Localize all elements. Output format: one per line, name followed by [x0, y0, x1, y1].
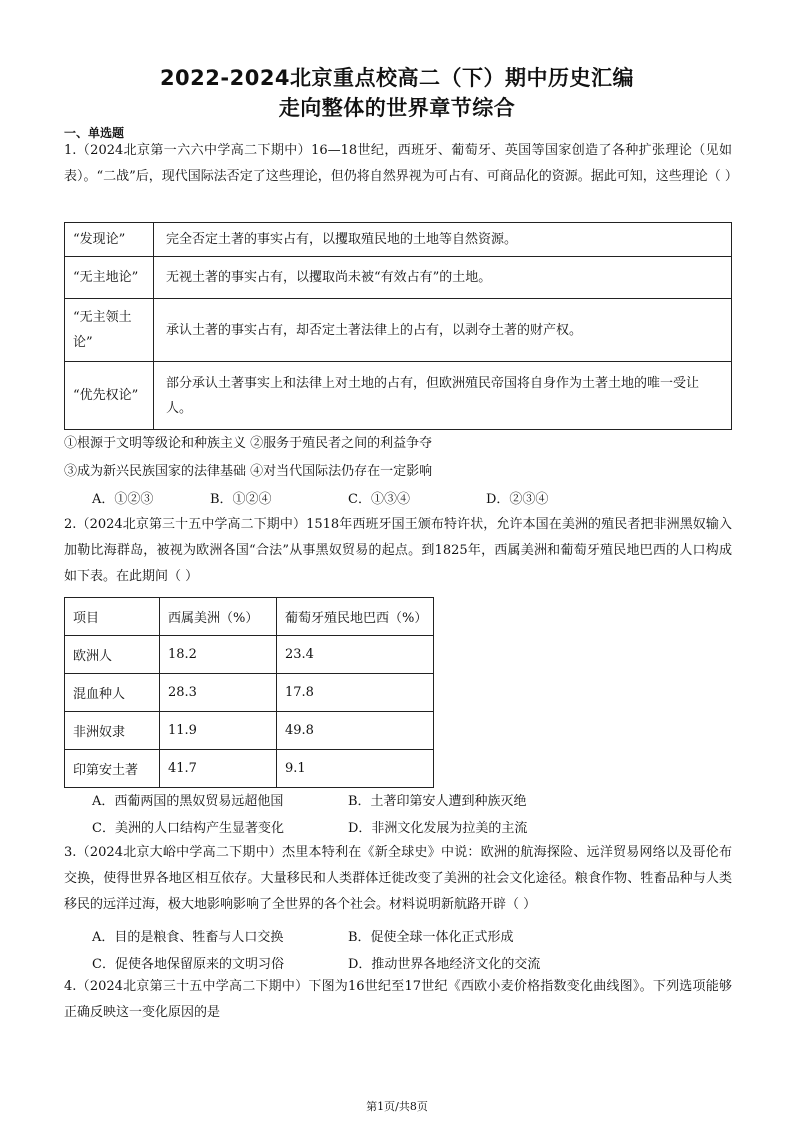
question-4-stem: 4.（2024北京第三十五中学高二下期中）下图为16世纪至17世纪《西欧小麦价格指数变化曲线图》。下列选项能够正确反映这一变化原因的是	[64, 979, 732, 1020]
question-2-stem: 2.（2024北京第三十五中学高二下期中）1518年西班牙国王颁布特许状，允许本国在美洲的殖民者把非洲黑奴输入加勒比海群岛，被视为欧洲各国“合法”从事黑奴贸易的起点。到1825年，西属美洲和葡萄牙殖民地巴西的人口构成如下表。在此期间（ ）	[64, 517, 732, 584]
question-1-statement: ③成为新兴民族国家的法律基础 ④对当代国际法仍存在一定影响	[64, 464, 433, 479]
table-cell: 17.8	[277, 674, 434, 712]
table-cell: 41.7	[160, 750, 277, 788]
question-1-option-d: D．②③④	[486, 492, 549, 507]
question-3-option-d: D．推动世界各地经济文化的交流	[348, 957, 541, 972]
table-header-row	[65, 598, 434, 636]
table-cell: 23.4	[277, 636, 434, 674]
table-cell-term: “无主地论”	[65, 257, 154, 299]
question-1-option-a: A．①②③	[92, 492, 154, 507]
question-1-option-c: C．①③④	[348, 492, 410, 507]
table-cell: 非洲奴隶	[65, 712, 160, 750]
page-subtitle: 走向整体的世界章节综合	[278, 96, 516, 120]
question-2-option-b: B．土著印第安人遭到种族灭绝	[348, 794, 527, 809]
question-3-stem: 3.（2024北京大峪中学高二下期中）杰里本特利在《新全球史》中说：欧洲的航海探险、远洋贸易网络以及哥伦布交换，使得世界各地区相互依存。大量移民和人类群体迁徙改变了美洲的社会文化途径。粮食作物、牲畜品种与人类移民的远洋过海，极大地影响影响了全世界的各个社会。材料说明新航路开辟（ ）	[64, 845, 732, 912]
page-title: 2022-2024北京重点校高二（下）期中历史汇编	[159, 66, 635, 90]
question-2-option-a: A．西葡两国的黑奴贸易远超他国	[92, 794, 284, 809]
table-cell-desc: 无视土著的事实占有，以攫取尚未被“有效占有”的土地。	[154, 257, 732, 299]
question-3-option-b: B．促使全球一体化正式形成	[348, 930, 514, 945]
question-1-stem: 1.（2024北京第一六六中学高二下期中）16—18世纪，西班牙、葡萄牙、英国等国家创造了各种扩张理论（见如表）。“二战”后，现代国际法否定了这些理论，但仍将自然界视为可占有、可商品化的资源。据此可知，这些理论（ ）	[64, 143, 738, 184]
question-3-option-c: C．促使各地保留原来的文明习俗	[92, 957, 284, 972]
table-cell: 28.3	[160, 674, 277, 712]
table-row	[65, 750, 434, 788]
question-2-table	[64, 597, 434, 788]
table-row	[65, 223, 732, 257]
table-row	[65, 362, 732, 430]
table-cell-desc: 部分承认土著事实上和法律上对土地的占有，但欧洲殖民帝国将自身作为土著土地的唯一受让人。	[154, 362, 732, 430]
table-row	[65, 636, 434, 674]
table-row	[65, 257, 732, 299]
table-row	[65, 299, 732, 362]
question-1-table	[64, 222, 732, 430]
section-heading: 一、单选题	[64, 126, 125, 140]
table-cell: 11.9	[160, 712, 277, 750]
question-1-statement: ①根源于文明等级论和种族主义 ②服务于殖民者之间的利益争夺	[64, 436, 433, 451]
question-2-option-d: D．非洲文化发展为拉美的主流	[348, 821, 528, 836]
table-cell: 欧洲人	[65, 636, 160, 674]
table-cell-desc: 完全否定土著的事实占有，以攫取殖民地的土地等自然资源。	[154, 223, 732, 257]
table-cell-term: “优先权论”	[65, 362, 154, 430]
table-cell-term: “发现论”	[65, 223, 154, 257]
question-2-option-c: C．美洲的人口结构产生显著变化	[92, 821, 284, 836]
table-header-cell: 西属美洲（%）	[160, 598, 277, 636]
table-cell-term: “无主领土论”	[65, 299, 154, 362]
table-header-cell: 项目	[65, 598, 160, 636]
table-cell: 49.8	[277, 712, 434, 750]
table-row	[65, 712, 434, 750]
table-cell-desc: 承认土著的事实占有，却否定土著法律上的占有，以剥夺土著的财产权。	[154, 299, 732, 362]
table-cell: 9.1	[277, 750, 434, 788]
table-cell: 混血种人	[65, 674, 160, 712]
table-cell: 印第安土著	[65, 750, 160, 788]
table-row	[65, 674, 434, 712]
page-number: 第1页/共8页	[366, 1100, 428, 1113]
table-header-cell: 葡萄牙殖民地巴西（%）	[277, 598, 434, 636]
question-3-option-a: A．目的是粮食、牲畜与人口交换	[92, 930, 284, 945]
question-1-option-b: B．①②④	[210, 492, 272, 507]
table-cell: 18.2	[160, 636, 277, 674]
